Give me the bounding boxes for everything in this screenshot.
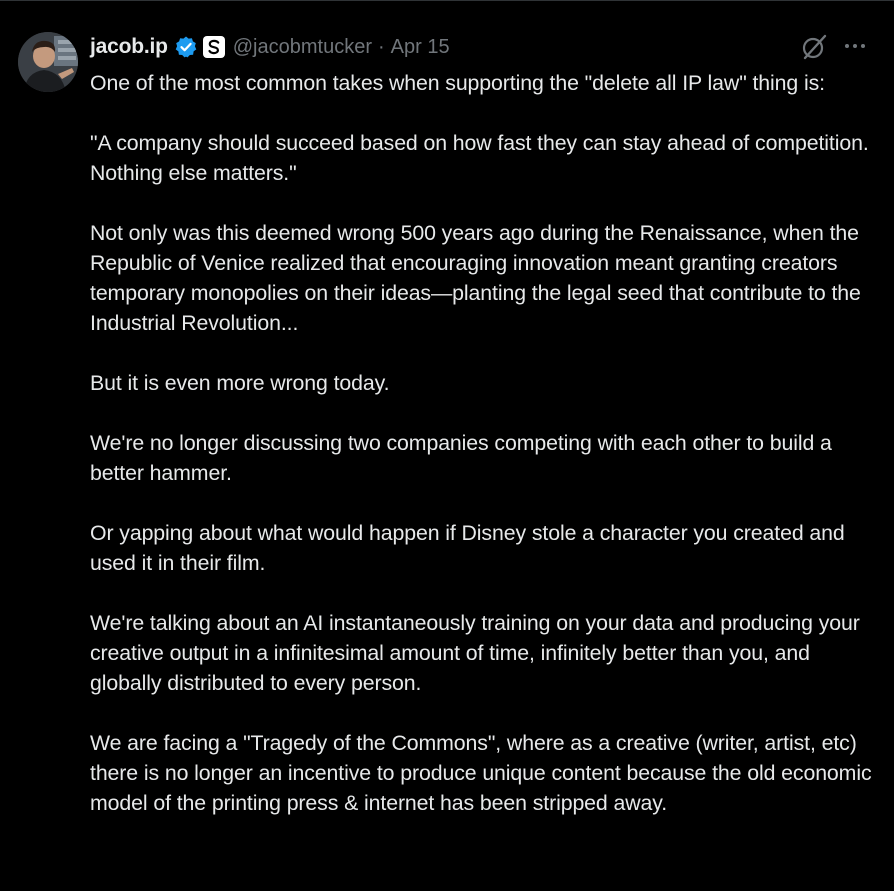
tweet-paragraph: But it is even more wrong today. [90,371,390,395]
tweet-paragraph: We're no longer discussing two companies competing with each other to build a better hammer. [90,431,832,485]
tweet-paragraph: We're talking about an AI instantaneously training on your data and producing your creative output in a infinitesimal amount of time, infinitely better than you, and globally distributed to every person. [90,611,860,695]
avatar[interactable] [18,32,78,92]
verified-badge-icon[interactable] [174,35,198,59]
tweet-paragraph: Not only was this deemed wrong 500 years ago during the Renaissance, when the Republic of Venice realized that encouraging innovation meant granting creators temporary monopolies on their ideas—planting the legal seed that contribute to the Industrial Revolution... [90,221,861,335]
tweet-paragraph: Or yapping about what would happen if Disney stole a character you created and used it in their film. [90,521,845,575]
tweet-paragraph: One of the most common takes when supporting the "delete all IP law" thing is: [90,71,825,95]
avatar-photo-icon [18,32,78,92]
affiliate-badge-icon[interactable] [203,36,225,58]
author-handle[interactable]: @jacobmtucker [232,35,372,58]
more-options-icon[interactable] [842,33,868,59]
tweet-paragraph: We are facing a "Tragedy of the Commons", where as a creative (writer, artist, etc) there is no longer an incentive to produce unique content because the old economic model of the printing press & internet has been stripped away. [90,731,872,815]
meta-separator: · [378,35,385,58]
grok-icon[interactable] [800,33,828,61]
tweet-header [90,32,450,62]
tweet-text [90,68,880,848]
author-name[interactable]: jacob.ip [90,35,168,58]
tweet-paragraph: "A company should succeed based on how fast they can stay ahead of competition. Nothing else matters." [90,131,869,185]
tweet-date[interactable]: Apr 15 [390,35,450,58]
